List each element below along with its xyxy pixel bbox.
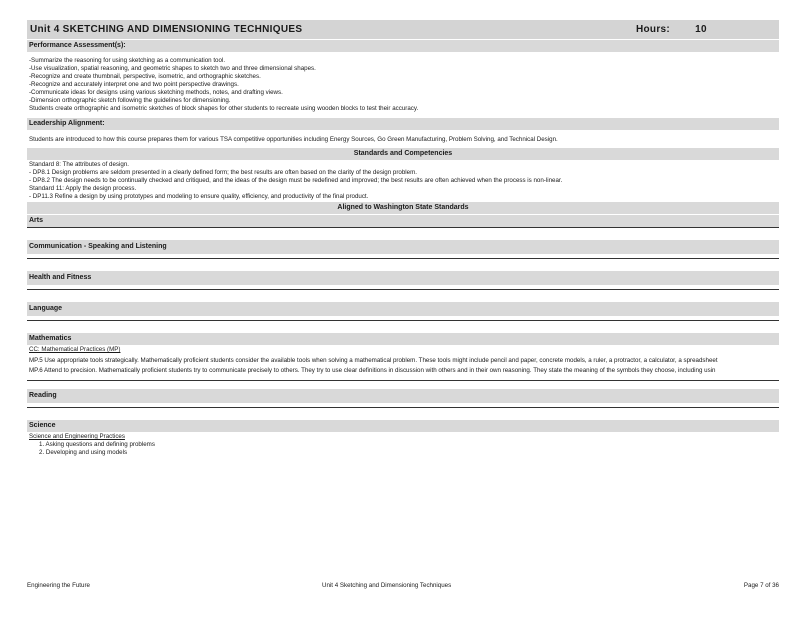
- performance-line: -Use visualization, spatial reasoning, and geometric shapes to sketch two and three dimensional shapes.: [29, 65, 316, 72]
- standard-dp8-1: - DP8.1 Design problems are seldom presented in a clearly defined form; the best results are often based on the clarity of the design problem.: [29, 169, 417, 176]
- subject-language: Language: [27, 302, 779, 316]
- standard-dp8-2: - DP8.2 The design needs to be continually checked and critiqued, and the ideas of the design must be redefined and improved; the best results are often achieved when the process is non-linear.: [29, 177, 563, 184]
- subject-reading: Reading: [27, 389, 779, 403]
- science-section: [27, 432, 779, 458]
- science-practices-heading: Science and Engineering Practices: [29, 433, 125, 440]
- unit-title: Unit 4 SKETCHING AND DIMENSIONING TECHNIQUES: [30, 24, 303, 35]
- performance-line: -Summarize the reasoning for using sketching as a communication tool.: [29, 57, 226, 64]
- performance-line: -Dimension orthographic sketch following the guidelines for dimensioning.: [29, 97, 231, 104]
- performance-line: -Communicate ideas for designs using various sketching methods, notes, and drafting views.: [29, 89, 283, 96]
- subject-science: Science: [27, 420, 779, 432]
- document-page: [27, 20, 779, 458]
- performance-line: -Recognize and accurately interpret one and two point perspective drawings.: [29, 81, 239, 88]
- unit-title-bar: [27, 20, 779, 39]
- leadership-heading: Leadership Alignment:: [27, 118, 779, 130]
- performance-line: Students create orthographic and isometric sketches of block shapes for other students to recreate using wooden blocks to test their accuracy.: [29, 105, 419, 112]
- performance-line: -Recognize and create thumbnail, perspective, isometric, and orthographic sketches.: [29, 73, 261, 80]
- hours-label: Hours:: [636, 24, 671, 35]
- standard-11: Standard 11: Apply the design process.: [29, 185, 137, 192]
- leadership-text: Students are introduced to how this course prepares them for various TSA competitive opportunities including Energy Sources, Go Green Manufacturing, Problem Solving, and Technical Design.: [29, 136, 558, 143]
- math-section: [27, 345, 779, 376]
- standard-dp11-3: - DP11.3 Refine a design by using prototypes and modeling to ensure quality, efficiency, and productivity of the final product.: [29, 193, 369, 200]
- subject-communication: Communication - Speaking and Listening: [27, 240, 779, 254]
- standards-section: [27, 160, 779, 202]
- standards-heading: Standards and Competencies: [27, 148, 779, 160]
- math-practices-heading: CC: Mathematical Practices (MP): [29, 346, 121, 353]
- subject-arts: Arts: [27, 215, 779, 227]
- footer-page-number: Page 7 of 36: [743, 582, 779, 589]
- page-footer: [27, 582, 779, 589]
- hours-field: [636, 20, 776, 39]
- footer-course: Engineering the Future: [27, 582, 90, 589]
- math-mp5: MP.5 Use appropriate tools strategically. Mathematically proficient students consider the available tools when solving a mathematical problem. These tools might include pencil and paper, concrete models, a ruler, a protractor, a calculator, a spreadsheet: [29, 357, 718, 364]
- leadership-section: [27, 130, 779, 148]
- subject-health: Health and Fitness: [27, 271, 779, 285]
- aligned-heading: Aligned to Washington State Standards: [27, 202, 779, 214]
- math-mp6: MP.6 Attend to precision. Mathematically proficient students try to communicate precisely to others. They try to use clear definitions in discussion with others and in their own reasoning. They state the meaning of the symbols they choose, including usin: [29, 367, 716, 374]
- performance-heading: Performance Assessment(s):: [27, 40, 779, 52]
- standard-8: Standard 8: The attributes of design.: [29, 161, 129, 168]
- footer-unit: Unit 4 Sketching and Dimensioning Techniques: [322, 582, 452, 589]
- subject-mathematics: Mathematics: [27, 333, 779, 345]
- hours-value: 10: [695, 24, 707, 35]
- science-item: 1. Asking questions and defining problems: [39, 441, 155, 448]
- performance-list: [27, 52, 779, 114]
- science-item: 2. Developing and using models: [39, 449, 128, 456]
